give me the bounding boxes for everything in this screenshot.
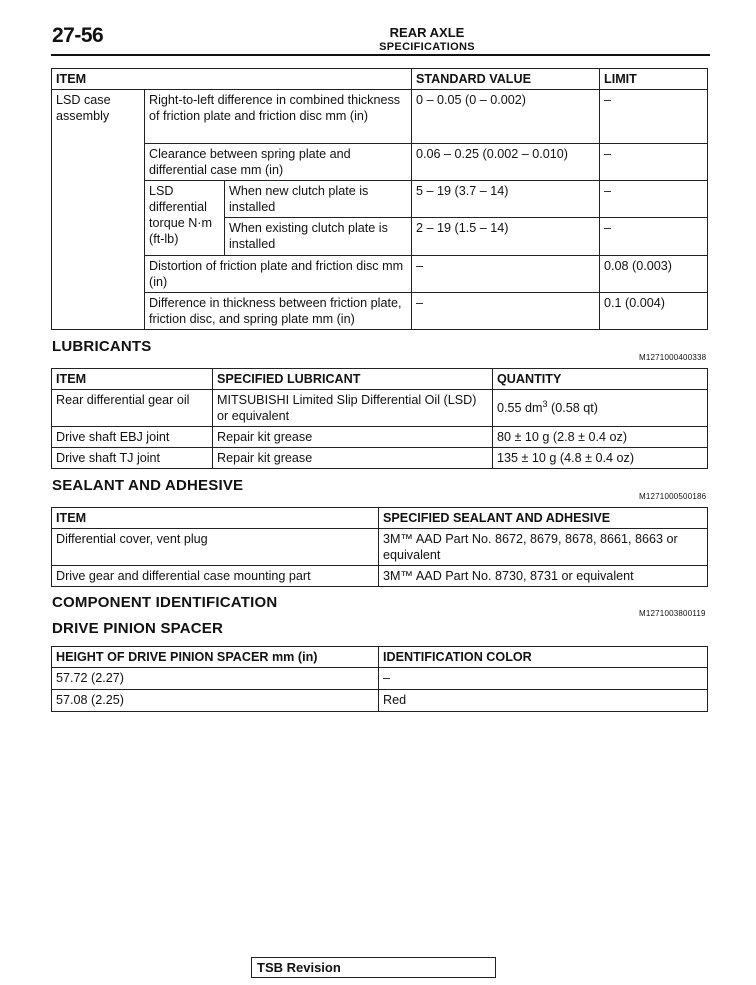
- section-title: REAR AXLE: [389, 25, 465, 40]
- table-row: [52, 448, 708, 469]
- torque-limit: –: [600, 181, 708, 218]
- drive-pinion-spacer-heading: DRIVE PINION SPACER: [52, 620, 224, 637]
- lubricant-spec: Repair kit grease: [213, 448, 493, 469]
- spec-item: Right-to-left difference in combined thickness of friction plate and friction disc mm (in): [145, 90, 412, 144]
- table-row: [52, 668, 708, 690]
- table-row: [52, 690, 708, 712]
- lubricant-spec: MITSUBISHI Limited Slip Differential Oil (LSD) or equivalent: [213, 390, 493, 427]
- col-header-item: ITEM: [52, 508, 379, 529]
- spec-standard: –: [412, 293, 600, 330]
- torque-label: LSD differential torque N·m (ft-lb): [145, 181, 225, 256]
- section-subtitle: SPECIFICATIONS: [379, 41, 475, 53]
- specifications-table: [51, 68, 708, 330]
- table-row: [52, 529, 708, 566]
- sealant-item: Drive gear and differential case mounting part: [52, 566, 379, 587]
- col-header-standard-value: STANDARD VALUE: [412, 69, 600, 90]
- table-row: [52, 427, 708, 448]
- sealant-table: [51, 507, 708, 587]
- lubricants-heading: LUBRICANTS: [52, 338, 152, 355]
- page-number: 27-56: [52, 24, 104, 47]
- lubricant-item: Rear differential gear oil: [52, 390, 213, 427]
- col-header-limit: LIMIT: [600, 69, 708, 90]
- lubricants-table: [51, 368, 708, 469]
- col-header-specified-lubricant: SPECIFIED LUBRICANT: [213, 369, 493, 390]
- spec-standard: 0.06 – 0.25 (0.002 – 0.010): [412, 144, 600, 181]
- lubricant-item: Drive shaft TJ joint: [52, 448, 213, 469]
- sealant-spec: 3M™ AAD Part No. 8730, 8731 or equivalent: [379, 566, 708, 587]
- col-header-specified-sealant: SPECIFIED SEALANT AND ADHESIVE: [379, 508, 708, 529]
- sealant-heading: SEALANT AND ADHESIVE: [52, 477, 244, 494]
- quantity-value: 0.55 dm: [497, 401, 543, 415]
- spec-standard: –: [412, 256, 600, 293]
- lsd-case-assembly-label: LSD case assembly: [52, 90, 145, 330]
- lubricants-code: M1271000400338: [639, 353, 707, 362]
- table-row: [52, 566, 708, 587]
- spacer-color: Red: [379, 690, 708, 712]
- torque-standard: 5 – 19 (3.7 – 14): [412, 181, 600, 218]
- spec-item: Clearance between spring plate and differential case mm (in): [145, 144, 412, 181]
- sealant-spec: 3M™ AAD Part No. 8672, 8679, 8678, 8661, 8663 or equivalent: [379, 529, 708, 566]
- lubricant-quantity: 135 ± 10 g (4.8 ± 0.4 oz): [493, 448, 708, 469]
- col-header-quantity: QUANTITY: [493, 369, 708, 390]
- component-identification-code: M1271003800119: [639, 609, 706, 618]
- col-header-item: ITEM: [52, 69, 412, 90]
- spec-limit: 0.1 (0.004): [600, 293, 708, 330]
- col-header-identification-color: IDENTIFICATION COLOR: [379, 647, 708, 668]
- spec-limit: –: [600, 144, 708, 181]
- torque-condition: When existing clutch plate is installed: [225, 218, 412, 256]
- lubricant-item: Drive shaft EBJ joint: [52, 427, 213, 448]
- torque-condition: When new clutch plate is installed: [225, 181, 412, 218]
- drive-pinion-spacer-table: [51, 646, 708, 712]
- header-rule: [51, 54, 710, 56]
- sealant-item: Differential cover, vent plug: [52, 529, 379, 566]
- spacer-height: 57.72 (2.27): [52, 668, 379, 690]
- component-identification-heading: COMPONENT IDENTIFICATION: [52, 594, 278, 611]
- spec-limit: 0.08 (0.003): [600, 256, 708, 293]
- quantity-exponent: 3: [542, 398, 548, 409]
- spec-item: Difference in thickness between friction plate, friction disc, and spring plate mm (in): [145, 293, 412, 330]
- spacer-height: 57.08 (2.25): [52, 690, 379, 712]
- torque-standard: 2 – 19 (1.5 – 14): [412, 218, 600, 256]
- col-header-item: ITEM: [52, 369, 213, 390]
- torque-limit: –: [600, 218, 708, 256]
- table-row: [52, 390, 708, 427]
- spacer-color: –: [379, 668, 708, 690]
- spec-limit: –: [600, 90, 708, 144]
- lubricant-quantity: [493, 390, 708, 427]
- lubricant-quantity: 80 ± 10 g (2.8 ± 0.4 oz): [493, 427, 708, 448]
- tsb-revision-label: TSB Revision: [257, 960, 341, 975]
- spec-item: Distortion of friction plate and friction disc mm (in): [145, 256, 412, 293]
- col-header-height: HEIGHT OF DRIVE PINION SPACER mm (in): [52, 647, 379, 668]
- quantity-imperial: (0.58 qt): [547, 401, 598, 415]
- lubricant-spec: Repair kit grease: [213, 427, 493, 448]
- spec-standard: 0 – 0.05 (0 – 0.002): [412, 90, 600, 144]
- sealant-code: M1271000500186: [639, 492, 707, 501]
